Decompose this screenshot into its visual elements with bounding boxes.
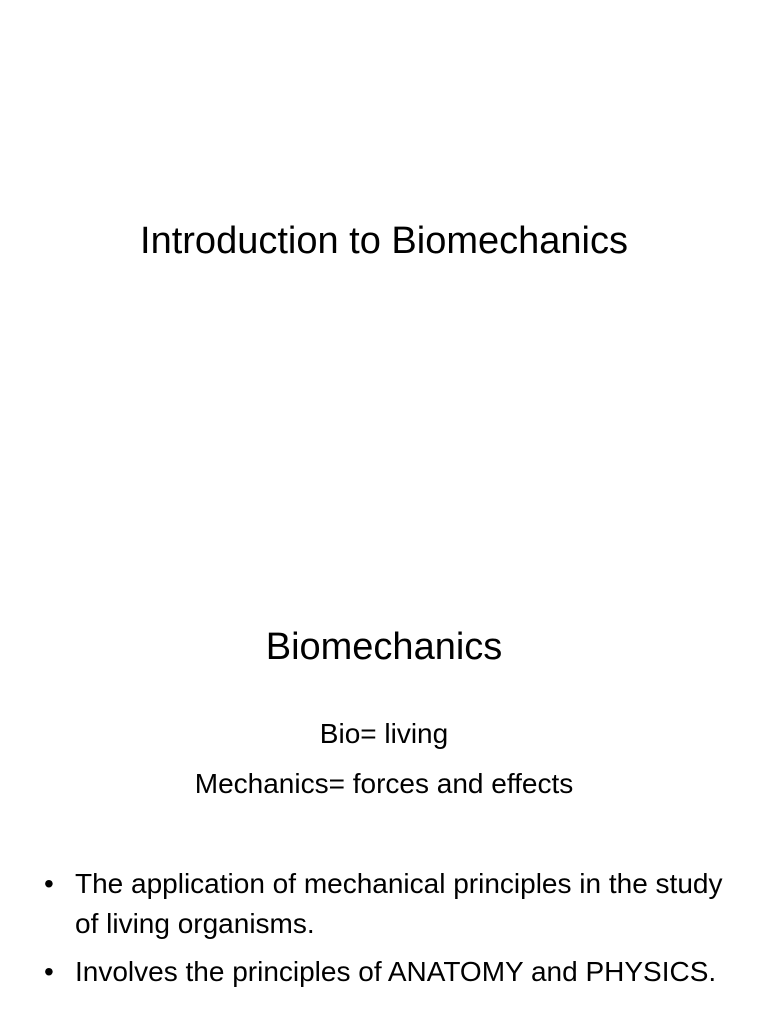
slide-title: Biomechanics: [265, 626, 503, 668]
definition-bio: Bio= living: [319, 718, 449, 749]
bullet-text: The application of mechanical principles in the study of living organisms.: [75, 868, 723, 939]
definition-mechanics: Mechanics= forces and effects: [194, 768, 574, 799]
bullet-item: [44, 864, 744, 944]
bullet-text: Involves the principles of ANATOMY and PHYSICS.: [75, 956, 717, 987]
slide-biomechanics: [0, 576, 768, 1024]
bullet-item: [44, 952, 744, 992]
bullet-list: [44, 864, 744, 1000]
slide-title: Introduction to Biomechanics: [140, 220, 628, 262]
bullet-icon: •: [44, 956, 54, 987]
bullet-icon: •: [44, 868, 54, 899]
